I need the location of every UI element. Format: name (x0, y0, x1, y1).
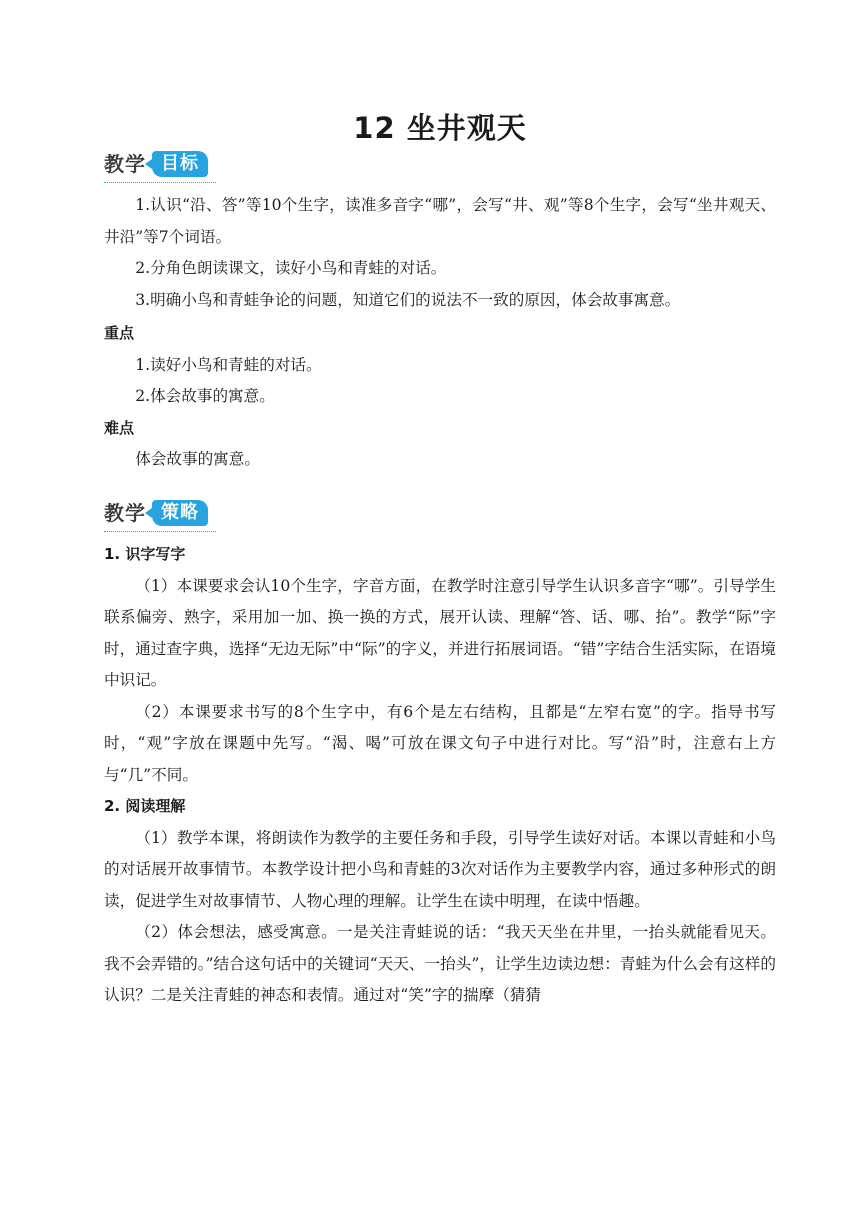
strategy-section-header (104, 497, 208, 529)
strategy-body (104, 539, 776, 1012)
strategy-header-label: 教学 (104, 501, 146, 525)
strategy-header-tag: 策略 (152, 500, 208, 526)
strategy-paragraph: （2）体会想法，感受寓意。一是关注青蛙说的话：“我天天坐在井里，一抬头就能看见天。我不会弄错的。”结合这句话中的关键词“天天、一抬头”，让学生边读边想：青蛙为什么会有这样的认识？二是关注青蛙的神态和表情。通过对“笑”字的揣摩（猜猜 (104, 923, 776, 1004)
goals-header-tag: 目标 (152, 151, 208, 177)
goals-body (104, 190, 776, 476)
goals-header-label: 教学 (104, 152, 146, 176)
difficulty-label: 难点 (104, 418, 135, 437)
key-point-item: 2.体会故事的寓意。 (135, 387, 275, 405)
strategy-paragraph: （1）本课要求会认10个生字，字音方面，在教学时注意引导学生认识多音字“哪”。引导学生联系偏旁、熟字，采用加一加、换一换的方式，展开认读、理解“答、话、哪、抬”。教学“际”字时，通过查字典，选择“无边无际”中“际”的字义，并进行拓展词语。“错”字结合生活实际，在语境中识记。 (104, 576, 776, 689)
header-dotted-underline (104, 531, 216, 532)
goal-item: 3.明确小鸟和青蛙争论的问题，知道它们的说法不一致的原因，体会故事寓意。 (135, 290, 681, 309)
strategy-paragraph: （1）教学本课，将朗读作为教学的主要任务和手段，引导学生读好对话。本课以青蛙和小鸟的对话展开故事情节。本教学设计把小鸟和青蛙的3次对话作为主要教学内容，通过多种形式的朗读，促进学生对故事情节、人物心理的理解。让学生在读中明理，在读中悟趣。 (104, 828, 776, 910)
difficulty-item: 体会故事的寓意。 (135, 450, 260, 468)
key-point-item: 1.读好小鸟和青蛙的对话。 (135, 355, 322, 374)
header-dotted-underline (104, 182, 216, 183)
goal-item: 2.分角色朗读课文，读好小鸟和青蛙的对话。 (135, 259, 447, 277)
goals-section-header (104, 148, 208, 180)
page-title: 12 坐井观天 (353, 111, 527, 145)
goal-item: 1.认识“沿、答”等10个生字，读准多音字“哪”，会写“井、观”等8个生字，会写“坐井观天、井沿”等7个词语。 (104, 196, 776, 246)
key-points-label: 重点 (104, 324, 135, 342)
strategy-paragraph: （2）本课要求书写的8个生字中，有6个是左右结构，且都是“左窄右宽”的字。指导书写时，“观”字放在课题中先写。“渴、喝”可放在课文句子中进行对比。写“沿”时，注意右上方与“几”不同。 (104, 702, 776, 784)
strategy-subheading: 1. 识字写字 (104, 545, 186, 563)
strategy-subheading: 2. 阅读理解 (104, 797, 186, 815)
